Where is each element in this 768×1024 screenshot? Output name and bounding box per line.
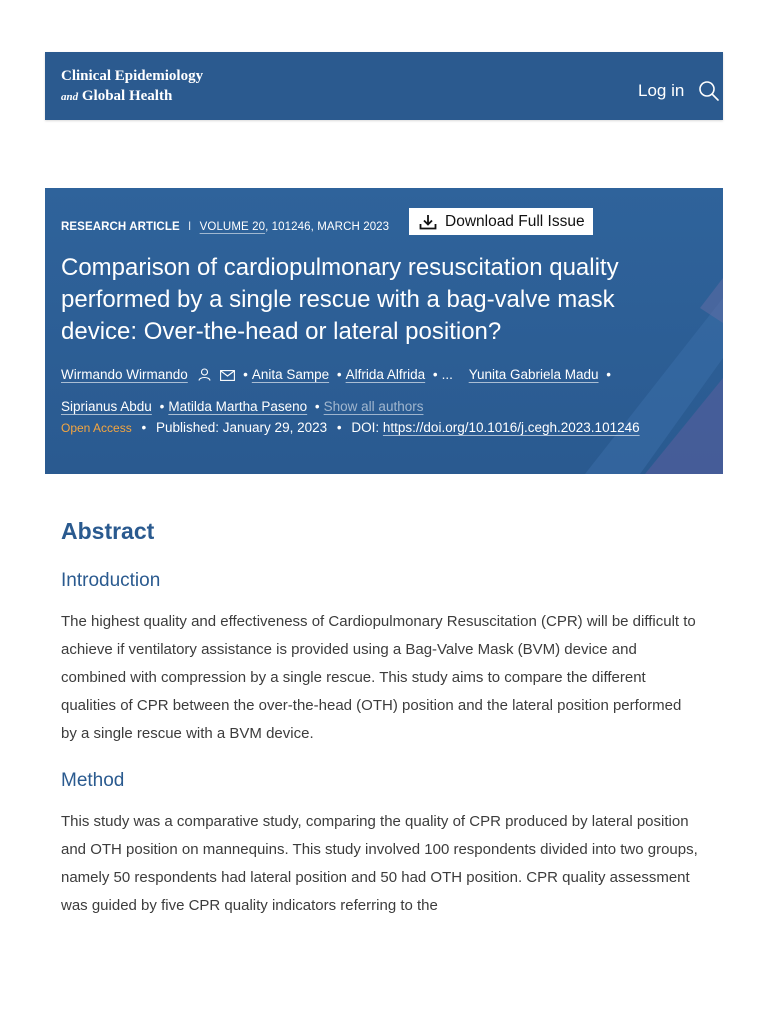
search-icon[interactable] [698,80,720,102]
download-icon [419,214,437,230]
download-full-issue-button[interactable] [409,208,593,235]
site-header [45,52,723,120]
abstract-heading: Abstract [61,518,155,544]
doi-link[interactable]: https://doi.org/10.1016/j.cegh.2023.101246 [382,420,640,435]
introduction-text: The highest quality and effectiveness of Cardiopulmonary Resuscitation (CPR) will be difficult to achieve if ventilatory assistance is provided using a Bag-Valve Mask (BVM) device and combined with compression by a single rescue. This study aims to compare the different qualities of CPR between the over-the-head (OTH) position and the lateral position performed by a single rescue with a BVM device. [61,613,696,742]
journal-logo-line1: Clinical Epidemiology [61,68,204,84]
journal-logo[interactable] [61,66,203,107]
method-heading: Method [61,770,125,791]
article-meta [61,221,389,233]
open-access-badge: Open Access [61,421,132,435]
bullet: • [141,420,147,435]
meta-separator: I [188,221,192,233]
article-type: RESEARCH ARTICLE [61,221,180,233]
doi-label: DOI: [351,420,380,435]
journal-logo-and: and [61,91,79,103]
bullet: • [159,399,165,414]
login-link[interactable]: Log in [638,81,685,100]
mail-icon[interactable] [220,362,235,392]
published-date: Published: January 29, 2023 [155,420,328,435]
bullet: • [336,367,342,382]
author-list [61,360,701,422]
author-link[interactable]: Matilda Martha Paseno [168,399,308,414]
article-title: Comparison of cardiopulmonary resuscitation quality performed by a single rescue with a bag-valve mask device: Over-the-head or lateral position? [61,254,619,345]
download-label: Download Full Issue [445,212,585,230]
show-all-authors-link[interactable]: Show all authors [323,399,424,414]
article-banner [45,188,723,474]
bullet: • [336,420,342,435]
issue-info: , 101246, MARCH 2023 [265,221,390,233]
author-link[interactable]: Alfrida Alfrida [345,367,426,382]
author-link[interactable]: Siprianus Abdu [61,399,152,414]
person-icon[interactable] [198,362,211,392]
introduction-heading: Introduction [61,570,161,591]
bullet: • [314,399,320,414]
author-link[interactable]: Yunita Gabriela Madu [468,367,599,382]
author-link[interactable]: Wirmando Wirmando [61,367,188,382]
bullet: • [432,367,438,382]
author-ellipsis: ... [441,367,453,382]
method-text: This study was a comparative study, comparing the quality of CPR produced by lateral position and OTH position on mannequins. This study involved 100 respondents divided into two groups, namely 50 respondents had lateral position and 50 had OTH position. CPR quality assessment was guided by five CPR quality indicators referring to the [61,813,698,914]
publication-info [61,420,640,435]
author-link[interactable]: Anita Sampe [251,367,330,382]
volume-link[interactable]: VOLUME 20 [199,221,266,233]
bullet: • [243,367,248,382]
journal-logo-line2-wrap [61,86,203,107]
journal-logo-line2: Global Health [81,88,173,104]
bullet: • [606,367,612,382]
